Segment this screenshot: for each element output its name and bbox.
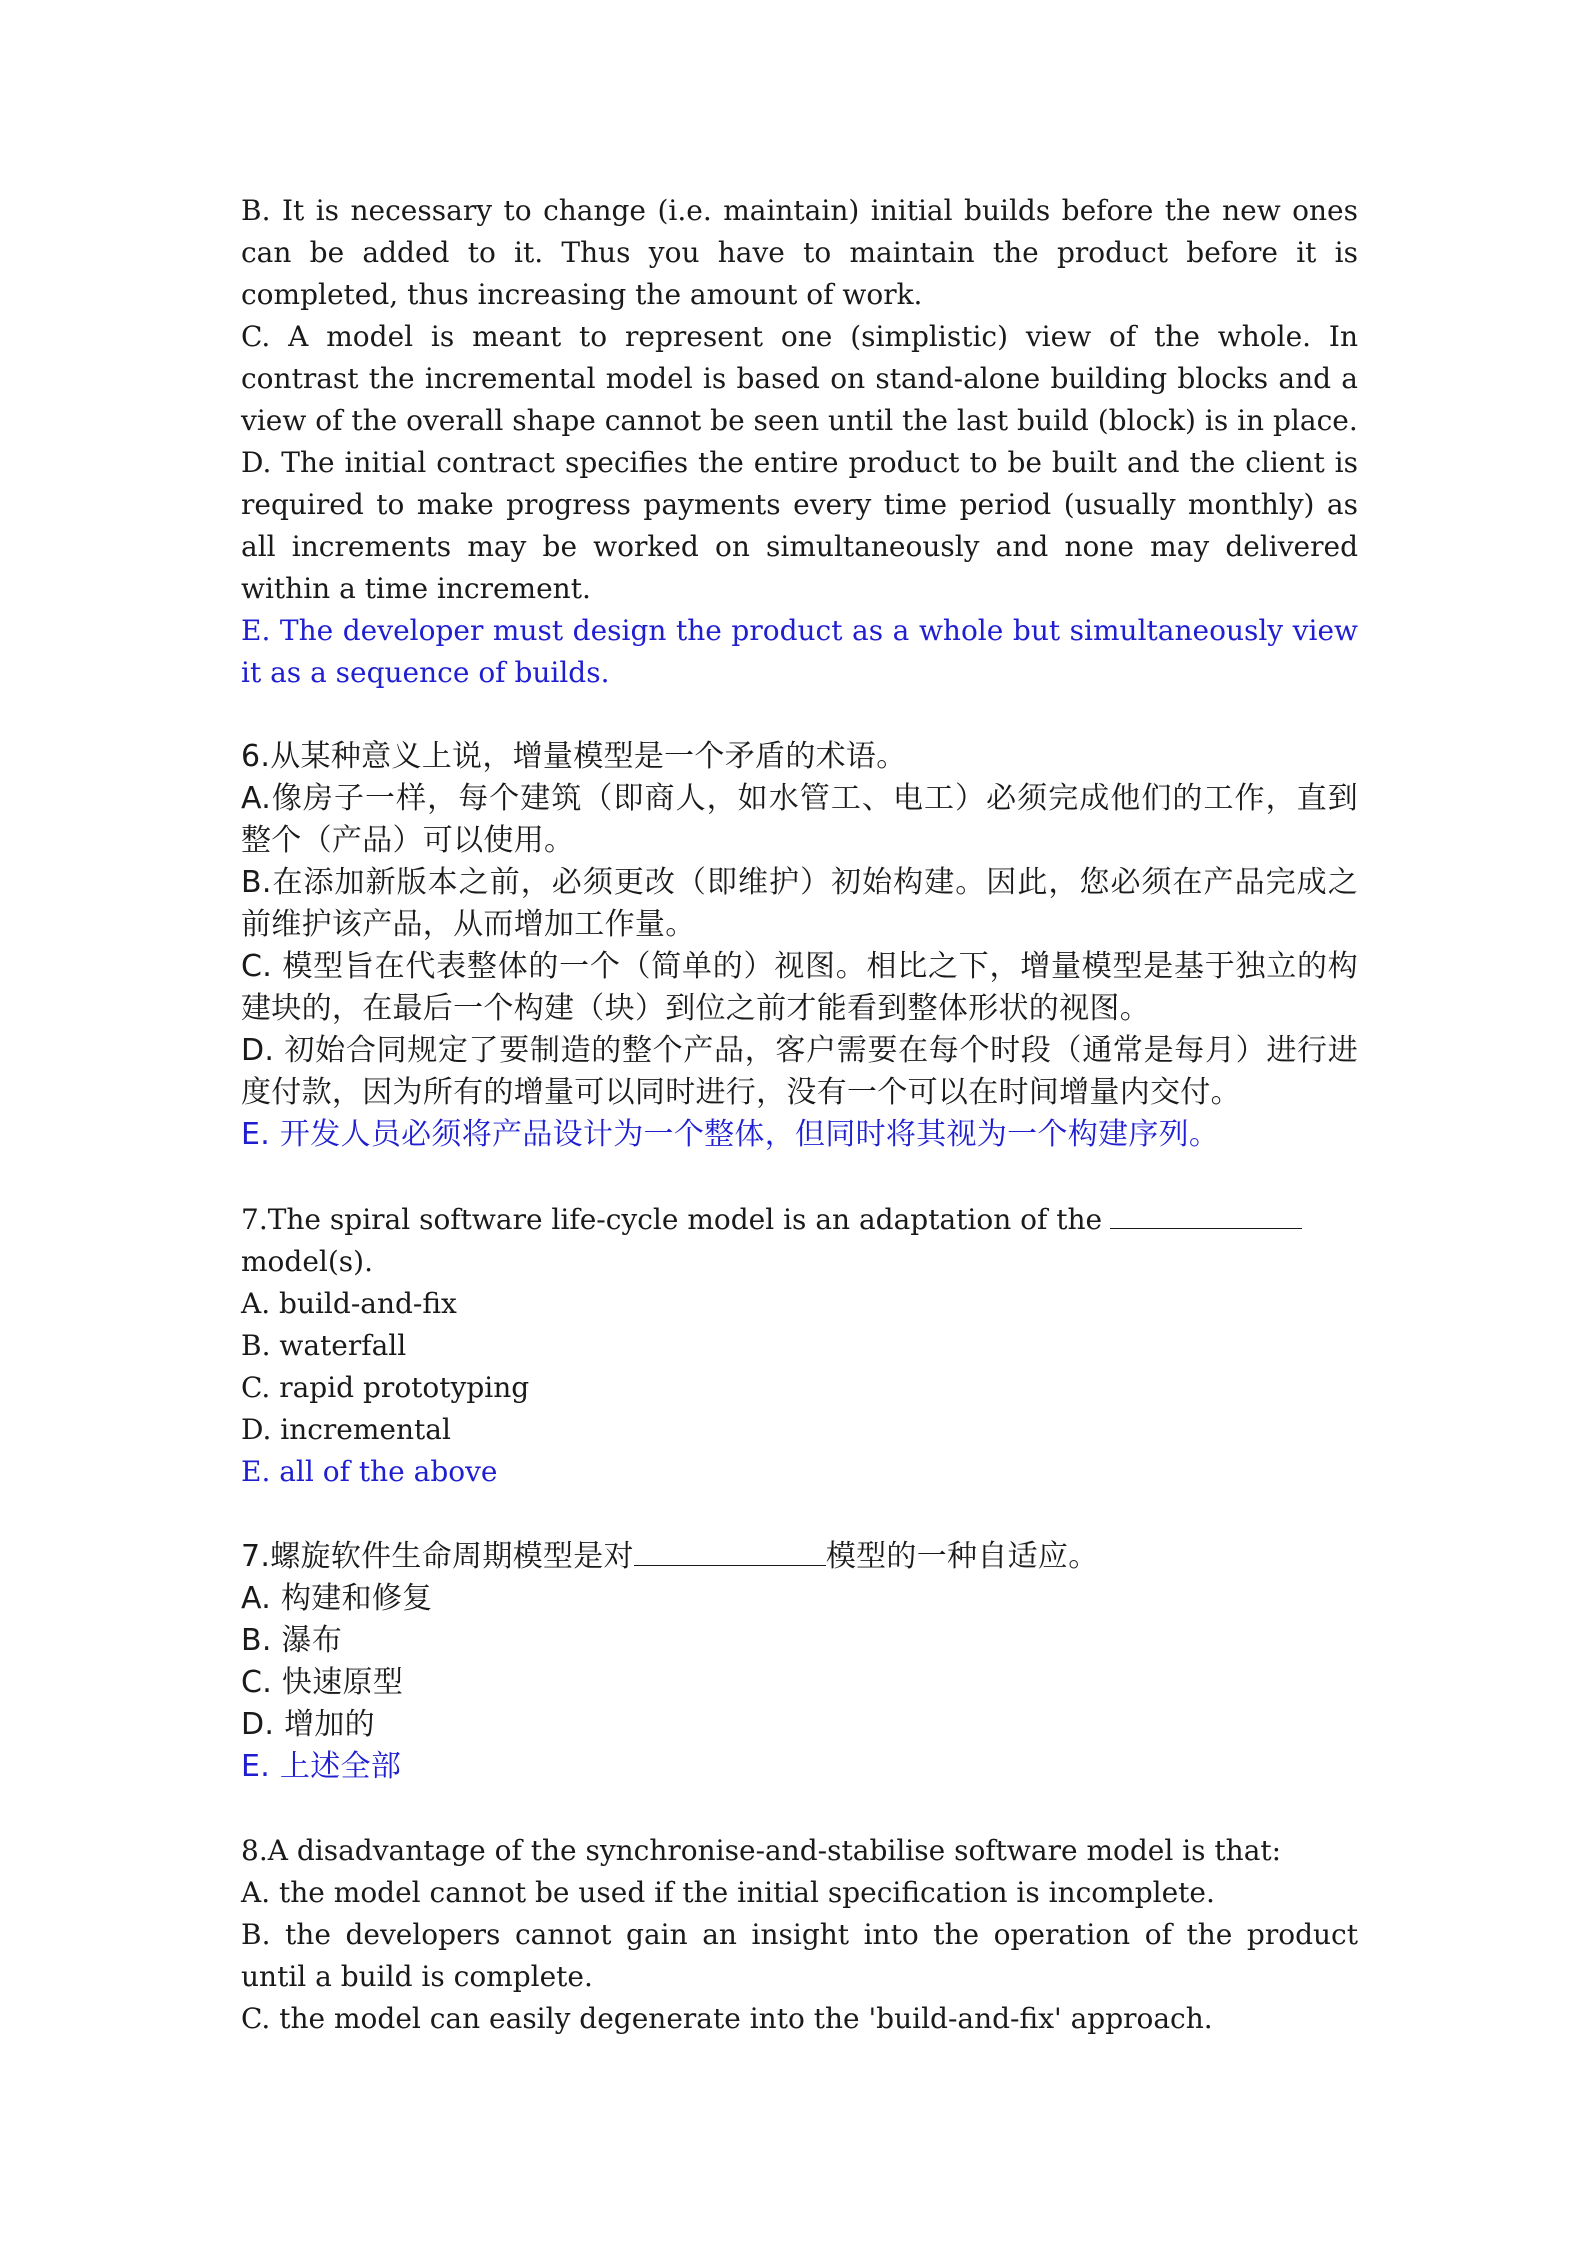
q8-en-stem: 8.A disadvantage of the synchronise-and-stabilise software model is that: — [241, 1834, 1282, 1867]
spacer — [241, 1788, 1358, 1830]
spacer — [241, 1156, 1358, 1198]
q8-en-option-a: A. the model cannot be used if the initial specification is incomplete. — [241, 1876, 1215, 1909]
fill-in-blank — [1110, 1198, 1302, 1229]
q7-cn-stem — [241, 1535, 1358, 1578]
q7-en-option-b: B. waterfall — [241, 1329, 407, 1362]
q5-option-d: D. The initial contract specifies the entire product to be built and the client is required to make progress payments every time period (usually monthly) as all increments may be worked on simultaneously and none may delivered within a time increment. — [241, 446, 1367, 605]
spacer — [241, 1493, 1358, 1535]
q7-en-option-a: A. build-and-fix — [241, 1287, 457, 1320]
q6-cn-option-a: A.像房子一样，每个建筑（即商人，如水管工、电工）必须完成他们的工作，直到整个（产品）可以使用。 — [241, 781, 1358, 858]
q5-option-c: C. A model is meant to represent one (simplistic) view of the whole. In contrast the incremental model is based on stand-alone building blocks and a view of the overall shape cannot be seen until the last build (block) is in place. — [241, 320, 1367, 437]
q7-en-option-c: C. rapid prototyping — [241, 1371, 530, 1404]
spacer — [241, 694, 1358, 736]
q7-en-stem-cont: model(s). — [241, 1245, 373, 1278]
q8-en-option-c: C. the model can easily degenerate into the 'build-and-fix' approach. — [241, 2002, 1213, 2035]
q7-cn-option-b: B. 瀑布 — [241, 1623, 343, 1658]
q5-option-b: B. It is necessary to change (i.e. maintain) initial builds before the new ones can be added to it. Thus you have to maintain the product before it is completed, thus increasing the amount of work. — [241, 194, 1367, 311]
q7-en-stem — [241, 1198, 1358, 1241]
q5-option-e-answer: E. The developer must design the product as a whole but simultaneously view it as a sequence of builds. — [241, 614, 1367, 689]
q7-cn-option-d: D. 增加的 — [241, 1707, 375, 1742]
q8-en-option-b: B. the developers cannot gain an insight into the operation of the product until a build is complete. — [241, 1918, 1367, 1993]
q6-cn-option-e-answer: E. 开发人员必须将产品设计为一个整体，但同时将其视为一个构建序列。 — [241, 1117, 1220, 1152]
q6-cn-option-b: B.在添加新版本之前，必须更改（即维护）初始构建。因此，您必须在产品完成之前维护该产品，从而增加工作量。 — [241, 865, 1358, 942]
q6-cn-option-c: C. 模型旨在代表整体的一个（简单的）视图。相比之下，增量模型是基于独立的构建块的，在最后一个构建（块）到位之前才能看到整体形状的视图。 — [241, 949, 1358, 1026]
page-content — [241, 190, 1367, 2040]
q7-en-option-d: D. incremental — [241, 1413, 451, 1446]
q7-cn-stem-pre: 7.螺旋软件生命周期模型是对 — [241, 1539, 634, 1574]
fill-in-blank — [634, 1535, 826, 1566]
q7-cn-stem-post: 模型的一种自适应。 — [825, 1539, 1099, 1574]
q7-en-option-e-answer: E. all of the above — [241, 1455, 498, 1488]
q6-cn-option-d: D. 初始合同规定了要制造的整个产品，客户需要在每个时段（通常是每月）进行进度付款，因为所有的增量可以同时进行，没有一个可以在时间增量内交付。 — [241, 1033, 1358, 1110]
q7-en-stem-text: 7.The spiral software life-cycle model is an adaptation of the — [241, 1203, 1103, 1236]
q7-cn-option-a: A. 构建和修复 — [241, 1581, 433, 1616]
q7-cn-option-e-answer: E. 上述全部 — [241, 1749, 402, 1784]
q7-cn-option-c: C. 快速原型 — [241, 1665, 404, 1700]
q6-cn-stem: 6.从某种意义上说，增量模型是一个矛盾的术语。 — [241, 739, 907, 774]
